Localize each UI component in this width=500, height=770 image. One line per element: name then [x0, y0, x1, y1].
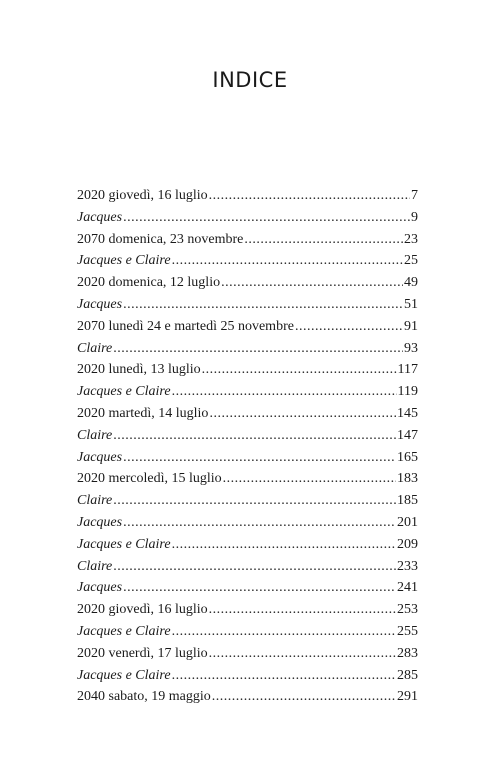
dot-leader: [123, 512, 396, 534]
toc-entry-page-number: 51: [404, 296, 418, 312]
toc-entry: [77, 250, 418, 272]
dot-leader: [113, 490, 396, 512]
toc-entry-title: Jacques e Claire: [77, 253, 171, 269]
toc-entry: [77, 425, 418, 447]
toc-entry-title: 2020 giovedì, 16 luglio: [77, 602, 208, 618]
toc-entry-page-number: 145: [397, 405, 418, 421]
dot-leader: [113, 338, 403, 360]
dot-leader: [172, 381, 397, 403]
toc-entry-page-number: 93: [404, 340, 418, 356]
toc-entry-title: Claire: [77, 558, 113, 574]
toc-entry-page-number: 9: [411, 209, 418, 225]
toc-entry: [77, 207, 418, 229]
dot-leader: [295, 316, 403, 338]
toc-entry: [77, 447, 418, 469]
dot-leader: [123, 294, 403, 316]
dot-leader: [172, 534, 396, 556]
dot-leader: [209, 643, 396, 665]
toc-entry: [77, 643, 418, 665]
toc-entry-page-number: 147: [397, 427, 418, 443]
toc-entry-title: Claire: [77, 340, 113, 356]
toc-entry-title: 2020 mercoledì, 15 luglio: [77, 471, 222, 487]
toc-entry-title: Jacques e Claire: [77, 536, 171, 552]
toc-entry-title: Jacques: [77, 514, 123, 530]
toc-entry: [77, 316, 418, 338]
dot-leader: [221, 272, 403, 294]
toc-entry: [77, 686, 418, 708]
toc-entry-page-number: 165: [397, 449, 418, 465]
toc-entry-page-number: 201: [397, 514, 418, 530]
toc-entry-title: Jacques e Claire: [77, 384, 171, 400]
toc-entry-page-number: 285: [397, 667, 418, 683]
page-title: INDICE: [212, 68, 288, 92]
toc-entry: [77, 621, 418, 643]
toc-entry-page-number: 91: [404, 318, 418, 334]
toc-entry-page-number: 119: [397, 384, 418, 400]
dot-leader: [172, 665, 396, 687]
dot-leader: [172, 250, 403, 272]
toc-entry-page-number: 253: [397, 602, 418, 618]
toc-entry-title: Jacques e Claire: [77, 667, 171, 683]
toc-entry-title: 2020 martedì, 14 luglio: [77, 405, 209, 421]
toc-entry-page-number: 7: [411, 188, 418, 203]
toc-entry: [77, 599, 418, 621]
dot-leader: [223, 468, 396, 490]
toc-entry-page-number: 117: [397, 362, 418, 378]
dot-leader: [209, 185, 410, 207]
dot-leader: [212, 686, 396, 708]
toc-entry: [77, 403, 418, 425]
toc-entry: [77, 381, 418, 403]
toc-entry-title: 2040 sabato, 19 maggio: [77, 689, 211, 705]
dot-leader: [123, 207, 410, 229]
toc-entry-title: Jacques: [77, 209, 123, 225]
toc-entry: [77, 490, 418, 512]
toc-entry: [77, 512, 418, 534]
toc-entry: [77, 534, 418, 556]
toc-entry-title: 2070 lunedì 24 e martedì 25 novembre: [77, 318, 294, 334]
dot-leader: [209, 403, 396, 425]
toc-entry-title: 2070 domenica, 23 novembre: [77, 231, 244, 247]
toc-entry-page-number: 241: [397, 580, 418, 596]
toc-entry: [77, 229, 418, 251]
toc-entry: [77, 556, 418, 578]
toc-entry-title: Claire: [77, 493, 113, 509]
toc-entry-page-number: 283: [397, 645, 418, 661]
toc-entry-page-number: 255: [397, 623, 418, 639]
toc-entry: [77, 577, 418, 599]
toc-entry-page-number: 23: [404, 231, 418, 247]
toc-entry-title: Jacques e Claire: [77, 623, 171, 639]
toc-entry-page-number: 185: [397, 493, 418, 509]
dot-leader: [123, 577, 396, 599]
toc-entry-page-number: 209: [397, 536, 418, 552]
toc-entry: [77, 468, 418, 490]
dot-leader: [202, 359, 397, 381]
toc-entry: [77, 294, 418, 316]
dot-leader: [113, 425, 396, 447]
toc-entry-page-number: 291: [397, 689, 418, 705]
toc-entry-page-number: 183: [397, 471, 418, 487]
toc-entry-title: 2020 lunedì, 13 luglio: [77, 362, 201, 378]
toc-entry-title: 2020 domenica, 12 luglio: [77, 275, 221, 291]
table-of-contents: [77, 185, 418, 708]
toc-entry: [77, 665, 418, 687]
dot-leader: [209, 599, 396, 621]
toc-entry-title: 2020 venerdì, 17 luglio: [77, 645, 208, 661]
dot-leader: [172, 621, 396, 643]
toc-entry-page-number: 49: [404, 275, 418, 291]
toc-entry: [77, 359, 418, 381]
toc-entry-page-number: 233: [397, 558, 418, 574]
dot-leader: [113, 556, 396, 578]
toc-entry: [77, 338, 418, 360]
toc-entry-title: Jacques: [77, 580, 123, 596]
toc-entry-title: Claire: [77, 427, 113, 443]
dot-leader: [123, 447, 396, 469]
toc-entry-title: 2020 giovedì, 16 luglio: [77, 188, 208, 203]
toc-entry: [77, 185, 418, 207]
dot-leader: [244, 229, 403, 251]
toc-entry: [77, 272, 418, 294]
toc-entry-title: Jacques: [77, 449, 123, 465]
toc-entry-page-number: 25: [404, 253, 418, 269]
toc-entry-title: Jacques: [77, 296, 123, 312]
